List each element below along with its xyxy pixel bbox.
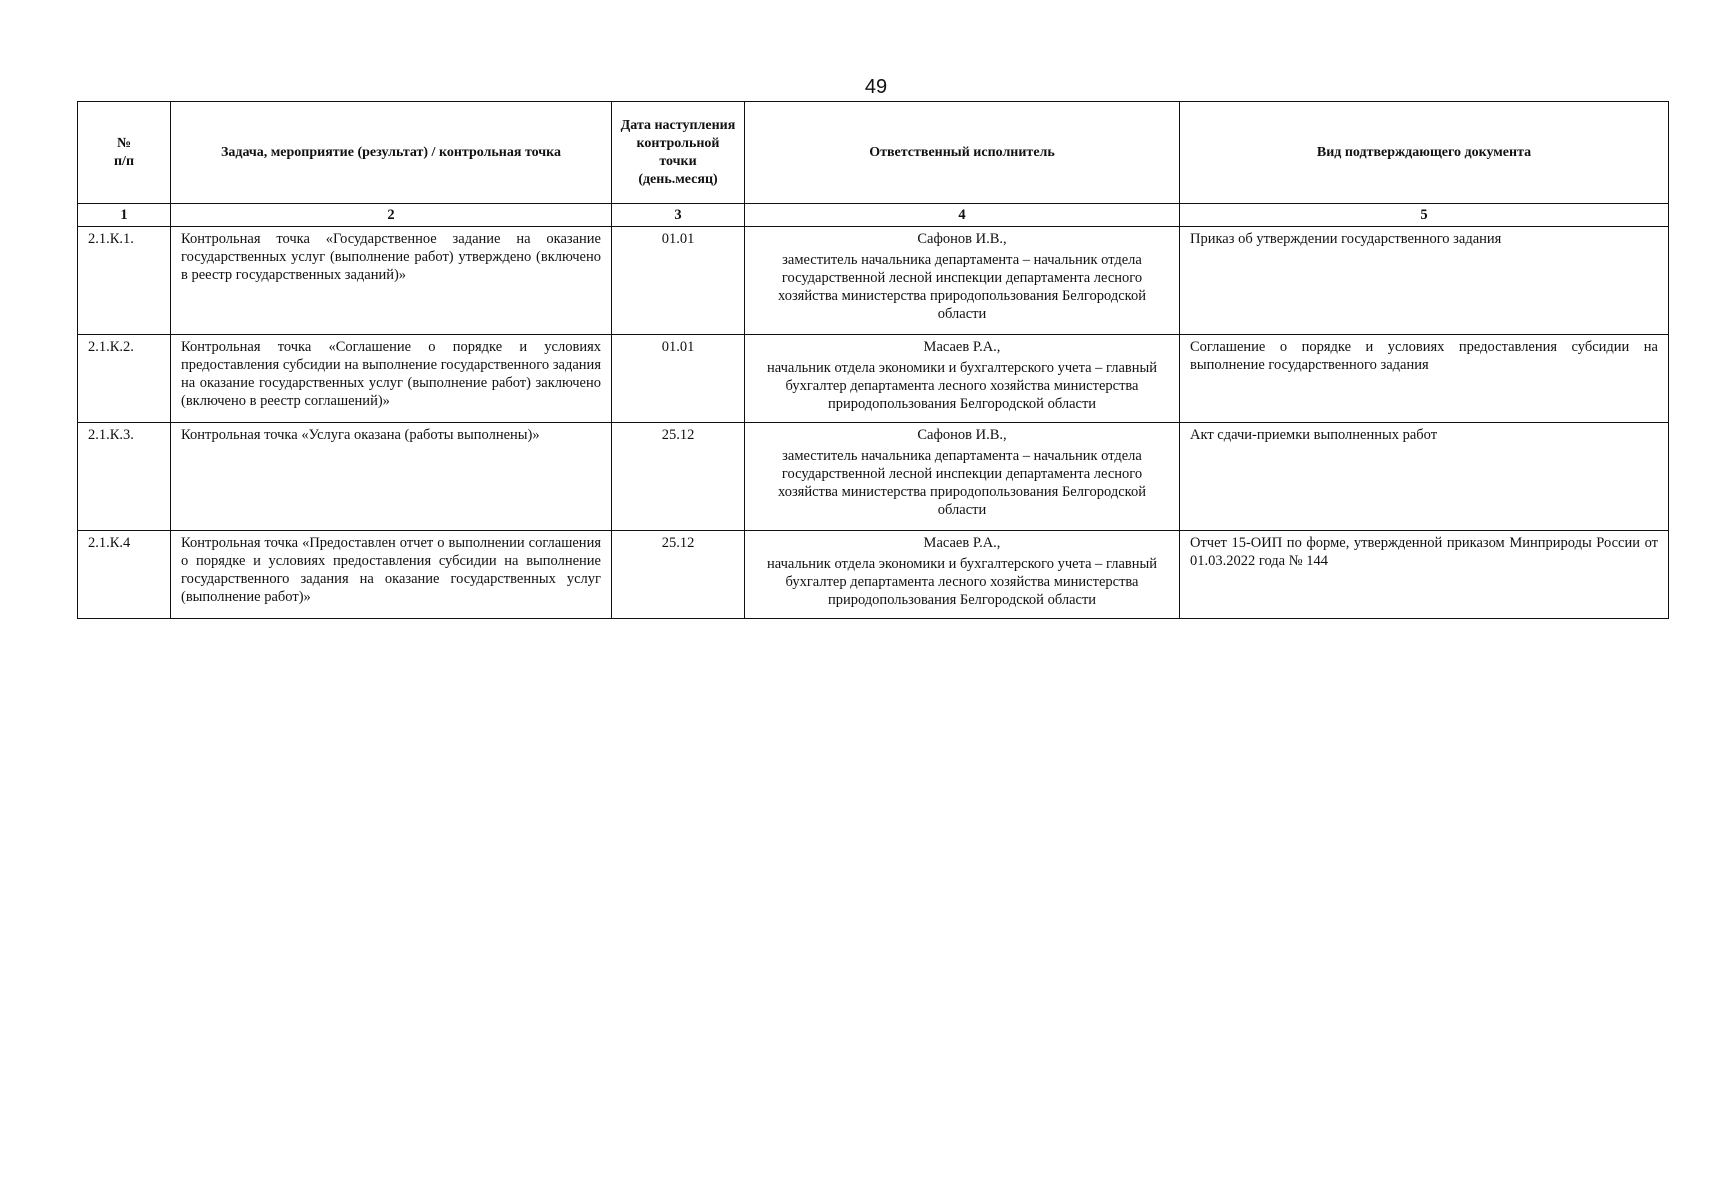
responsible-position: начальник отдела экономики и бухгалтерского учета – главный бухгалтер департамента лесного хозяйства министерства природопользования Белгородской области bbox=[766, 556, 1158, 608]
row-document: Акт сдачи-приемки выполненных работ bbox=[1180, 423, 1669, 531]
column-number: 4 bbox=[745, 204, 1180, 227]
column-number: 1 bbox=[78, 204, 171, 227]
table-row bbox=[78, 227, 1669, 335]
responsible-name: Масаев Р.А., bbox=[923, 535, 1001, 551]
control-points-table bbox=[77, 101, 1669, 619]
table-row bbox=[78, 335, 1669, 423]
column-number: 3 bbox=[612, 204, 745, 227]
row-number: 2.1.К.3. bbox=[78, 423, 171, 531]
responsible-position: заместитель начальника департамента – начальник отдела государственной лесной инспекции департамента лесного хозяйства министерства природопользования Белгородской области bbox=[778, 252, 1146, 322]
column-number: 2 bbox=[171, 204, 612, 227]
row-number: 2.1.К.1. bbox=[78, 227, 171, 335]
header-date: Дата наступления контрольной точки (день.месяц) bbox=[612, 102, 745, 204]
row-responsible bbox=[745, 227, 1180, 335]
table-row bbox=[78, 423, 1669, 531]
row-responsible bbox=[745, 335, 1180, 423]
header-document: Вид подтверждающего документа bbox=[1180, 102, 1669, 204]
page-number: 49 bbox=[864, 76, 888, 98]
row-task: Контрольная точка «Услуга оказана (работы выполнены)» bbox=[171, 423, 612, 531]
row-date: 25.12 bbox=[612, 423, 745, 531]
table-header-row bbox=[78, 102, 1669, 204]
row-document: Отчет 15-ОИП по форме, утвержденной приказом Минприроды России от 01.03.2022 года № 144 bbox=[1180, 531, 1669, 619]
row-number: 2.1.К.2. bbox=[78, 335, 171, 423]
row-task: Контрольная точка «Предоставлен отчет о выполнении соглашения о порядке и условиях предоставления субсидии на выполнение государственного задания на оказание государственных услуг (выполнение работ)» bbox=[171, 531, 612, 619]
header-task: Задача, мероприятие (результат) / контрольная точка bbox=[171, 102, 612, 204]
row-task: Контрольная точка «Соглашение о порядке и условиях предоставления субсидии на выполнение государственного задания на оказание государственных услуг (выполнение работ) заключено (включено в реестр соглашений)» bbox=[171, 335, 612, 423]
responsible-position: заместитель начальника департамента – начальник отдела государственной лесной инспекции департамента лесного хозяйства министерства природопользования Белгородской области bbox=[778, 448, 1146, 518]
row-document: Соглашение о порядке и условиях предоставления субсидии на выполнение государственного задания bbox=[1180, 335, 1669, 423]
column-number: 5 bbox=[1180, 204, 1669, 227]
row-date: 25.12 bbox=[612, 531, 745, 619]
row-document: Приказ об утверждении государственного задания bbox=[1180, 227, 1669, 335]
row-responsible bbox=[745, 423, 1180, 531]
responsible-position: начальник отдела экономики и бухгалтерского учета – главный бухгалтер департамента лесного хозяйства министерства природопользования Белгородской области bbox=[766, 360, 1158, 412]
responsible-name: Масаев Р.А., bbox=[923, 339, 1001, 355]
table-row bbox=[78, 531, 1669, 619]
header-responsible: Ответственный исполнитель bbox=[745, 102, 1180, 204]
row-date: 01.01 bbox=[612, 227, 745, 335]
header-no: № п/п bbox=[78, 102, 171, 204]
row-task: Контрольная точка «Государственное задание на оказание государственных услуг (выполнение работ) утверждено (включено в реестр государственных заданий)» bbox=[171, 227, 612, 335]
row-number: 2.1.К.4 bbox=[78, 531, 171, 619]
row-responsible bbox=[745, 531, 1180, 619]
column-number-row bbox=[78, 204, 1669, 227]
responsible-name: Сафонов И.В., bbox=[917, 231, 1007, 247]
responsible-name: Сафонов И.В., bbox=[917, 427, 1007, 443]
row-date: 01.01 bbox=[612, 335, 745, 423]
